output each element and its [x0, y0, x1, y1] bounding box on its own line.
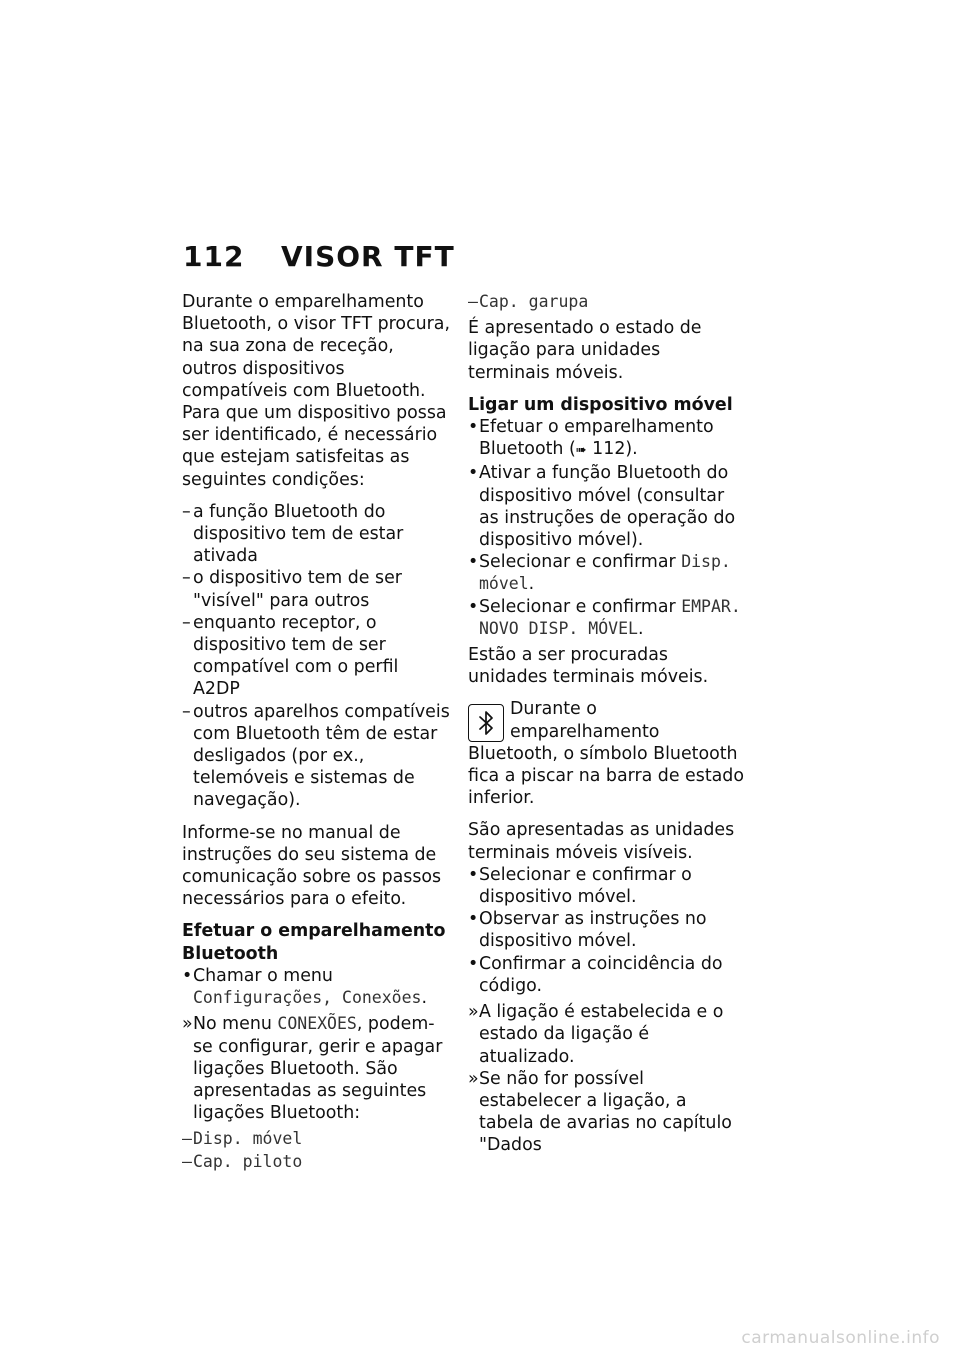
step-text: 112). [586, 439, 638, 460]
step-text: Chamar o menu [193, 965, 333, 986]
watermark: carmanualsonline.info [741, 1328, 940, 1348]
section-title: VISOR TFT [281, 240, 455, 273]
page-number: 112 [183, 240, 245, 273]
list-item: – Disp. móvel [182, 1128, 450, 1150]
list-item: – a função Bluetooth do dispositivo tem de estar ativada [182, 501, 450, 568]
step-text: Efetuar o emparelhamento Bluetooth ( [479, 417, 714, 460]
list-item [468, 416, 746, 462]
list-item: – enquanto receptor, o dispositivo tem de ser compatível com o perfil A2DP [182, 612, 450, 701]
result-text: No menu [193, 1014, 278, 1035]
list-item: » A ligação é estabelecida e o estado da ligação é atualizado. [468, 1001, 746, 1068]
list-item: – o dispositivo tem de ser "visível" para outros [182, 567, 450, 611]
list-item: » Se não for possível estabelecer a ligação, a tabela de avarias no capítulo "Dados [468, 1068, 746, 1157]
list-item [468, 551, 746, 595]
connections-list [182, 1128, 450, 1172]
menu-item: EMPAR. NOVO DISP. MÓVEL [479, 596, 741, 638]
list-item: • Selecionar e confirmar o dispositivo móvel. [468, 864, 746, 908]
list-item: • Observar as instruções no dispositivo móvel. [468, 908, 746, 952]
searching-text: Estão a ser procuradas unidades terminais móveis. [468, 645, 709, 688]
visible-devices-text: São apresentadas as unidades terminais móveis visíveis. [468, 820, 735, 863]
list-item: • Confirmar a coincidência do código. [468, 953, 746, 997]
manual-note: Informe-se no manual de instruções do seu sistema de comunicação sobre os passos necessários para o efeito. [182, 822, 442, 910]
results-list [182, 1013, 450, 1124]
conditions-list [182, 501, 450, 812]
bluetooth-note [468, 698, 746, 809]
steps-list [468, 416, 746, 640]
section-heading: Ligar um dispositivo móvel [468, 394, 733, 415]
list-item [182, 1013, 450, 1124]
note-text: Durante o emparelhamento Bluetooth, o símbolo Bluetooth fica a piscar na barra de estado inferior. [468, 699, 744, 809]
bluetooth-icon [468, 704, 504, 742]
connections-list-cont [468, 291, 746, 313]
steps-list [182, 965, 450, 1009]
list-item [182, 965, 450, 1009]
list-item: – Cap. piloto [182, 1151, 450, 1173]
step-text: Selecionar e confirmar [479, 552, 682, 573]
menu-path: Configurações, Conexões [193, 988, 422, 1008]
step-text: Selecionar e confirmar [479, 596, 682, 617]
steps-list [468, 864, 746, 997]
page-header [183, 240, 455, 273]
list-item [468, 596, 746, 640]
right-column [468, 291, 746, 1167]
page-reference-icon: ➠ [575, 443, 587, 459]
menu-name: CONEXÕES [277, 1014, 357, 1034]
section-heading: Efetuar o emparelhamento Bluetooth [182, 921, 446, 964]
step-text: . [637, 618, 644, 639]
list-item: • Ativar a função Bluetooth do dispositivo móvel (consultar as instruções de operação do dispositivo móvel). [468, 462, 746, 551]
list-item: – Cap. garupa [468, 291, 746, 313]
results-list [468, 1001, 746, 1156]
intro-paragraph: Durante o emparelhamento Bluetooth, o visor TFT procura, na sua zona de receção, outros dispositivos compatíveis com Bluetooth. Para que um dispositivo possa ser identificado, é necessário que estejam satisfeitas as seguintes condições: [182, 292, 450, 490]
left-column [182, 291, 450, 1183]
menu-item: Disp. móvel [479, 552, 731, 594]
step-text: . [421, 988, 428, 1009]
status-paragraph: É apresentado o estado de ligação para unidades terminais móveis. [468, 318, 702, 383]
result-text: , podem-se configurar, gerir e apagar ligações Bluetooth. São apresentadas as seguintes ligações Bluetooth: [193, 1014, 443, 1124]
list-item: – outros aparelhos compatíveis com Bluetooth têm de estar desligados (por ex., telemóveis e sistemas de navegação). [182, 701, 450, 812]
step-text: . [528, 574, 535, 595]
